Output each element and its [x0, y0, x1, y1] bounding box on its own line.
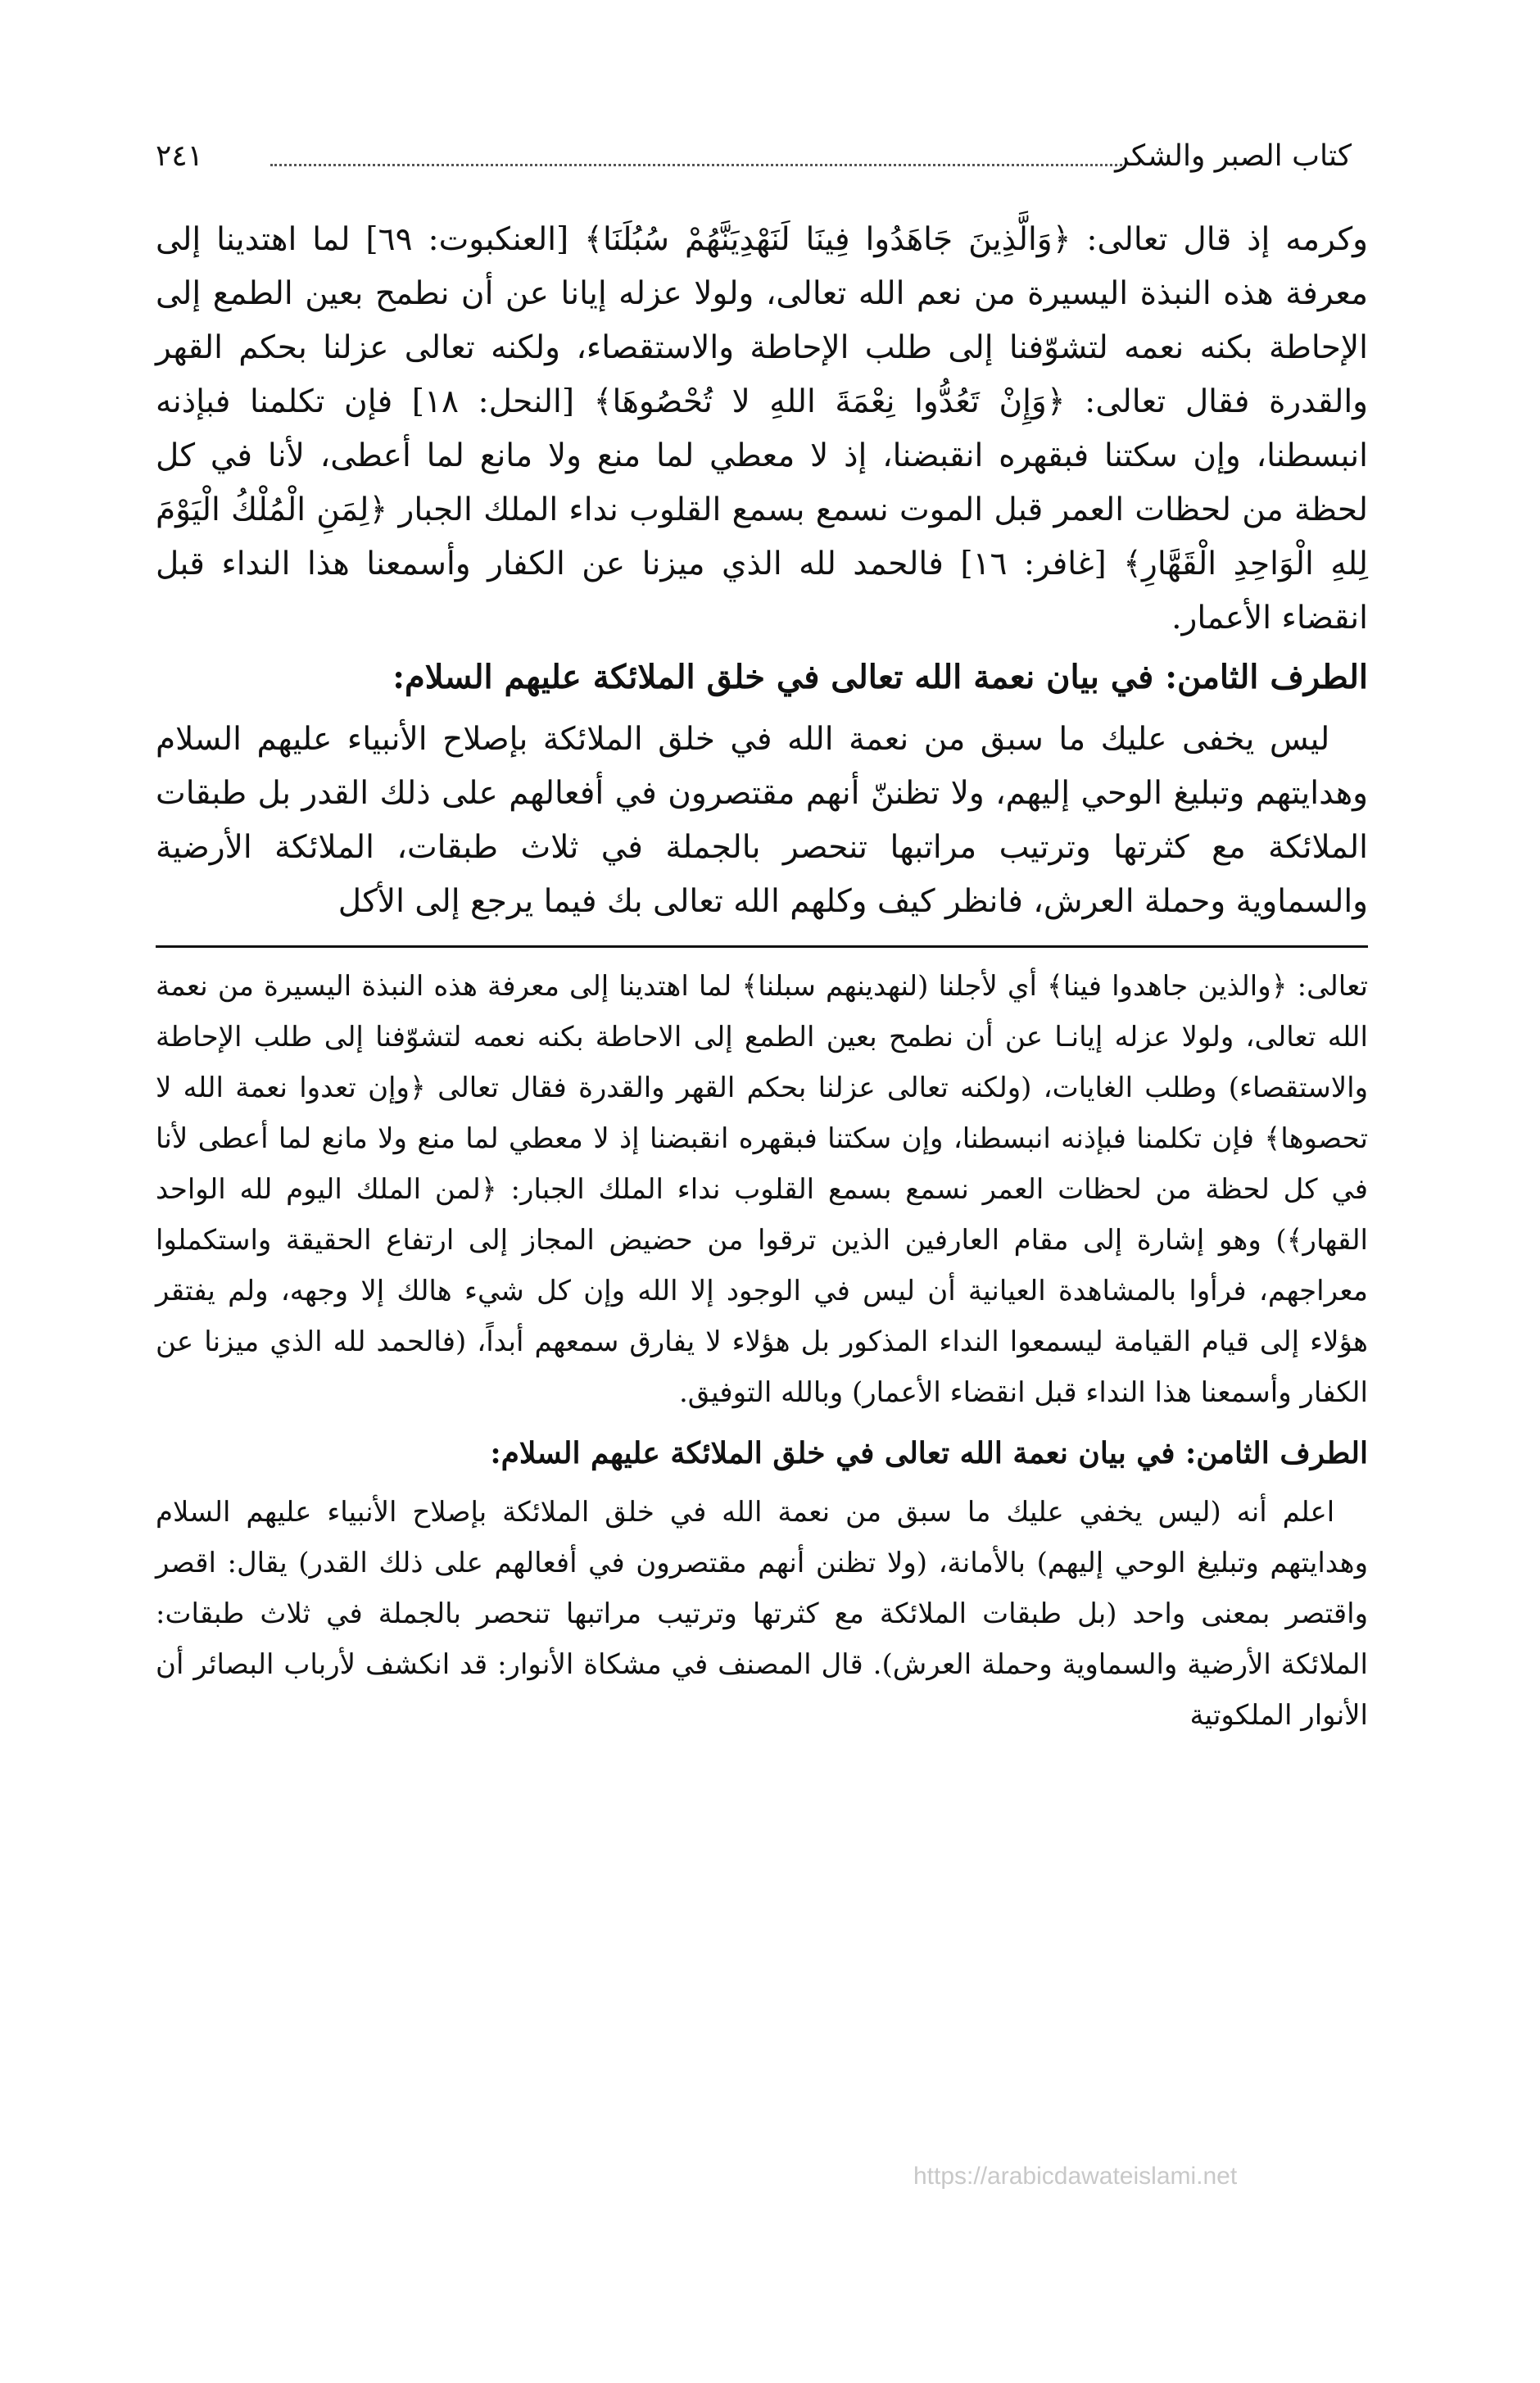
main-paragraph: وكرمه إذ قال تعالى: ﴿وَالَّذِينَ جَاهَدُوا فِينَا لَنَهْدِيَنَّهُمْ سُبُلَنَا﴾ [العنكبوت: ٦٩] لما اهتدينا إلى معرفة هذه النبذة اليسيرة من نعم الله تعالى، ولولا عزله إيانا عن أن نطمح بعين الطمع إلى الإحاطة بكنه نعمه لتشوّفنا إلى طلب الإحاطة والاستقصاء، ولكنه تعالى عزلنا بحكم القهر والقدرة فقال تعالى: ﴿وَإِنْ تَعُدُّوا نِعْمَةَ اللهِ لا تُحْصُوهَا﴾ [النحل: ١٨] فإن تكلمنا فبإذنه انبسطنا، وإن سكتنا فبقهره انقبضنا، إذ لا معطي لما منع ولا مانع لما أعطى، لأنا في كل لحظة من لحظات العمر قبل الموت نسمع بسمع القلوب نداء الملك الجبار ﴿لِمَنِ الْمُلْكُ الْيَوْمَ لِلهِ الْوَاحِدِ الْقَهَّارِ﴾ [غافر: ١٦] فالحمد لله الذي ميزنا عن الكفار وأسمعنا هذا النداء قبل انقضاء الأعمار.: [156, 221, 1369, 637]
commentary-text: [156, 961, 1368, 1741]
book-page: [156, 123, 1368, 2351]
commentary-paragraph: تعالى: ﴿والذين جاهدوا فينا﴾ أي لأجلنا (لنهدينهم سبلنا﴾ لما اهتدينا إلى معرفة هذه النبذة اليسيرة من نعمة الله تعالى، ولولا عزله إيانـا عن أن نطمح بعين الطمع إلى الاحاطة بكنه نعمه لتشوّفنا إلى طلب الإحاطة والاستقصاء) وطلب الغايات، (ولكنه تعالى عزلنا بحكم القهر والقدرة فقال تعالى ﴿وإن تعدوا نعمة الله لا تحصوها﴾ فإن تكلمنا فبإذنه انبسطنا، وإن سكتنا فبقهره انقبضنا إذ لا معطي لما منع ولا مانع لما أعطى لأنا في كل لحظة من لحظات العمر نسمع بسمع القلوب نداء الملك الجبار: ﴿لمن الملك اليوم لله الواحد القهار﴾) وهو إشارة إلى مقام العارفين الذين ترقوا من حضيض المجاز إلى ارتفاع الحقيقة واستكملوا معراجهم، فرأوا بالمشاهدة العيانية أن ليس في الوجود إلا الله وإن كل شيء هالك إلا وجهه، ولم يفتقر هؤلاء إلى قيام القيامة ليسمعوا النداء المذكور بل هؤلاء لا يفارق سمعهم أبداً، (فالحمد لله الذي ميزنا عن الكفار وأسمعنا هذا النداء قبل انقضاء الأعمار) وبالله التوفيق.: [156, 970, 1369, 1409]
main-text: [156, 213, 1368, 929]
main-paragraph: ليس يخفى عليك ما سبق من نعمة الله في خلق الملائكة بإصلاح الأنبياء عليهم السلام وهدايتهم وتبليغ الوحي إليهم، ولا تظننّ أنهم مقتصرون في أفعالهم على ذلك القدر بل طبقات الملائكة مع كثرتها وترتيب مراتبها تنحصر بالجملة في ثلاث طبقات، الملائكة الأرضية والسماوية وحملة العرش، فانظر كيف وكلهم الله تعالى بك فيما يرجع إلى الأكل: [156, 721, 1368, 920]
commentary-paragraph: اعلم أنه (ليس يخفي عليك ما سبق من نعمة الله في خلق الملائكة بإصلاح الأنبياء عليهم السلام وهدايتهم وتبليغ الوحي إليهم) بالأمانة، (ولا تظنن أنهم مقتصرون في أفعالهم على ذلك القدر) يقال: اقصر واقتصر بمعنى واحد (بل طبقات الملائكة مع كثرتها وترتيب مراتبها تنحصر بالجملة في ثلاث طبقات: الملائكة الأرضية والسماوية وحملة العرش). قال المصنف في مشكاة الأنوار: قد انكشف لأرباب البصائر أن الأنوار الملكوتية: [156, 1496, 1368, 1732]
page-number: ٢٤١: [156, 139, 204, 173]
footnote-divider: [156, 945, 1368, 948]
commentary-heading: الطرف الثامن: في بيان نعمة الله تعالى في خلق الملائكة عليهم السلام:: [490, 1436, 1368, 1470]
book-title: كتاب الصبر والشكر: [1115, 139, 1352, 173]
running-header: [156, 123, 1368, 188]
section-heading: الطرف الثامن: في بيان نعمة الله تعالى في خلق الملائكة عليهم السلام:: [392, 658, 1368, 696]
leader-dots: [270, 164, 1122, 166]
watermark-url: https://arabicdawateislami.net: [913, 2163, 1238, 2190]
